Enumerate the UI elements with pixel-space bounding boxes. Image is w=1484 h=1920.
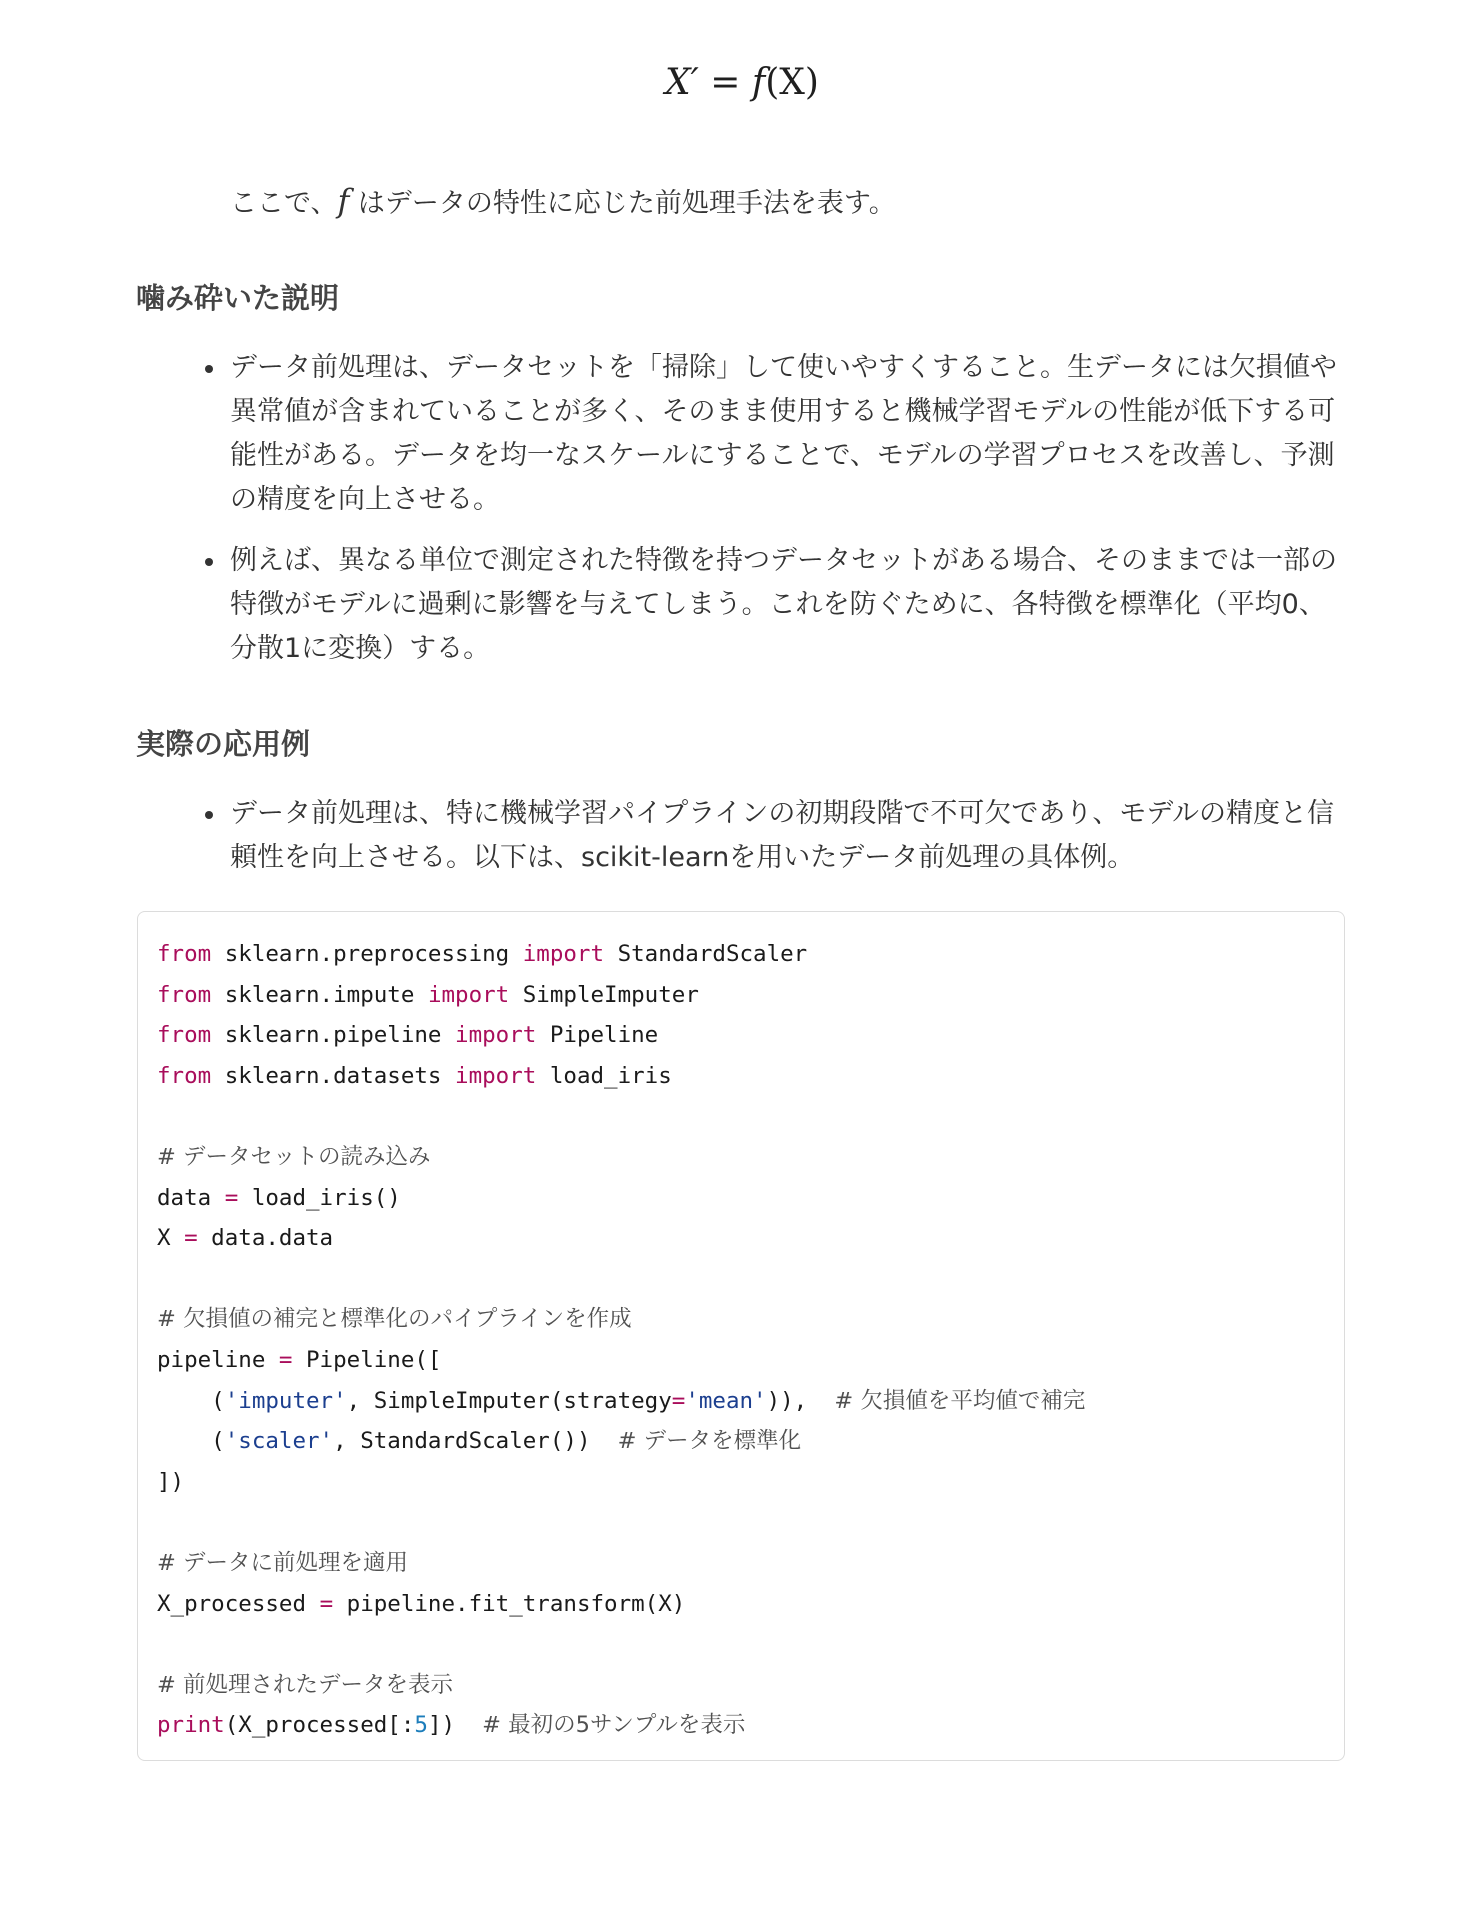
section-heading-example: 実際の応用例: [136, 727, 311, 761]
list-item: データ前処理は、特に機械学習パイプラインの初期段階で不可欠であり、モデルの精度と信頼性を向上させる。以下は、scikit-learnを用いたデータ前処理の具体例。: [230, 792, 1340, 880]
list-item: データ前処理は、データセットを「掃除」して使いやすくすること。生データには欠損値や異常値が含まれていることが多く、そのまま使用すると機械学習モデルの性能が低下する可能性がある。データを均一なスケールにすることで、モデルの学習プロセスを改善し、予測の精度を向上させる。: [230, 346, 1340, 522]
list-item: 例えば、異なる単位で測定された特徴を持つデータセットがある場合、そのままでは一部の特徴がモデルに過剰に影響を与えてしまう。これを防ぐために、各特徴を標準化（平均0、分散1に変換）する。: [230, 539, 1340, 671]
section-heading-explanation: 噛み砕いた説明: [136, 281, 340, 315]
formula-lhs: X′: [665, 62, 699, 103]
code-block[interactable]: [137, 911, 1345, 1761]
explanation-list: [230, 346, 1340, 688]
code-content[interactable]: from sklearn.preprocessing import StandardScaler from sklearn.impute import SimpleImputer from sklearn.pipeline import Pipeline from sklearn.datasets import load_iris # データセットの読み込み data = load_iris() X = data.data # 欠損値の補完と標準化のパイプラインを作成 pipeline = Pipeline([ ('imputer', SimpleImputer(strategy='mean')), # 欠損値を平均値で補完 ('scaler', StandardScaler()) # データを標準化 ]) # データに前処理を適用 X_processed = pipeline.fit_transform(X) # 前処理されたデータを表示 print(X_processed[:5]) # 最初の5サンプルを表示: [157, 941, 1086, 1739]
formula-equals: =: [710, 62, 741, 103]
formula: [0, 62, 1484, 103]
formula-arg: (X): [765, 62, 819, 103]
formula-note: ここで、f はデータの特性に応じた前処理手法を表す。: [230, 182, 896, 220]
formula-func: f: [751, 62, 766, 103]
note-symbol: f: [337, 182, 350, 220]
example-list: [230, 792, 1340, 897]
